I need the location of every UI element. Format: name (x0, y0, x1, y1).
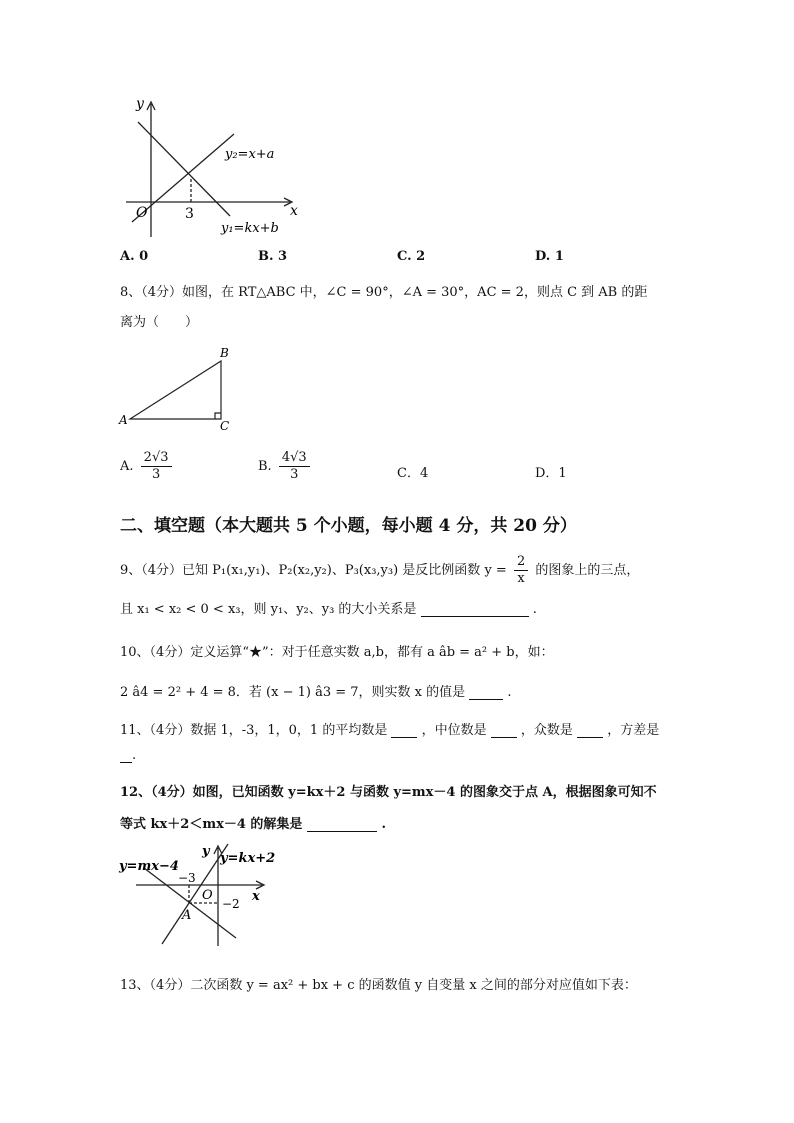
q11-mode-blank[interactable] (577, 722, 603, 738)
q9-line2-end: . (532, 602, 537, 617)
q12-line2 (120, 813, 386, 832)
q7-line1-label: y₁=kx+b (221, 221, 279, 236)
q12-y-label: y (202, 844, 210, 859)
q8-label-c: C (220, 419, 230, 433)
q8-option-a-num: 2√3 (141, 450, 172, 467)
q11-text-c: ，众数是 (520, 723, 573, 738)
q12-line-m-label: y=mx−4 (119, 859, 179, 874)
q8-option-a-den: 3 (151, 467, 161, 482)
q9-answer-blank[interactable] (421, 601, 529, 617)
q10-line2 (120, 681, 512, 700)
q8-option-a[interactable] (120, 450, 175, 483)
q9-line1-start: 9、（4分）已知 P₁(x₁,y₁)、P₂(x₂,y₂)、P₃(x₃,y₃) 是反比例函数 y = (120, 563, 507, 578)
q12-line-k-label: y=kx+2 (220, 851, 276, 866)
q8-label-b: B (220, 346, 229, 360)
q7-option-d[interactable]: D. 1 (535, 249, 564, 264)
q12-line1: 12、（4分）如图，已知函数 y=kx＋2 与函数 y=mx－4 的图象交于点 A，根据图象可知不 (120, 785, 657, 800)
q7-y-label: y (136, 96, 144, 112)
q11-text-b: ，中位数是 (421, 723, 487, 738)
q7-option-a[interactable]: A. 0 (120, 249, 149, 264)
q9-line2-start: 且 x₁ < x₂ < 0 < x₃，则 y₁、y₂、y₃ 的大小关系是 (120, 602, 417, 617)
q9-fraction-den: x (517, 571, 525, 586)
q12-tick-x-label: −3 (178, 871, 196, 885)
q8-option-b-prefix: B. (258, 459, 272, 474)
q9-line2 (120, 598, 537, 617)
q8-text-line1: 8、（4分）如图，在 RT△ABC 中，∠C = 90°，∠A = 30°，AC = 2，则点 C 到 AB 的距 (120, 285, 648, 300)
q8-option-b[interactable] (258, 450, 313, 483)
q12-graph (116, 842, 276, 952)
q12-x-label: x (252, 889, 260, 904)
q7-graph (118, 92, 318, 242)
q7-option-c[interactable]: C. 2 (397, 249, 426, 264)
q7-line2-label: y₂=x+a (225, 147, 275, 162)
q8-option-a-prefix: A. (120, 459, 134, 474)
section-2-heading: 二、填空题（本大题共 5 个小题，每小题 4 分，共 20 分） (120, 516, 577, 536)
q8-option-d[interactable]: D．1 (535, 466, 567, 481)
q8-option-b-den: 3 (290, 467, 299, 482)
q9-fraction-num: 2 (514, 554, 528, 571)
q10-line2-end: . (507, 685, 512, 700)
q13-line1: 13、（4分）二次函数 y = ax² + bx + c 的函数值 y 自变量 x 之间的部分对应值如下表： (120, 978, 637, 993)
q11-median-blank[interactable] (491, 722, 517, 738)
q8-option-a-fraction (141, 450, 172, 483)
q7-option-b[interactable]: B. 3 (258, 249, 288, 264)
q12-point-a-label: A (182, 908, 192, 923)
q12-answer-blank[interactable] (307, 816, 377, 832)
q7-origin-label: O (136, 205, 148, 221)
q10-answer-blank[interactable] (469, 684, 503, 700)
q12-line2-end: . (381, 817, 387, 832)
q8-triangle-figure (116, 342, 246, 434)
q11-line1 (120, 719, 659, 738)
q12-origin-label: O (202, 888, 213, 903)
q10-line1: 10、（4分）定义运算“★”：对于任意实数 a,b，都有 a âb = a² + b，如： (120, 645, 554, 660)
q8-option-c[interactable]: C．4 (397, 466, 429, 481)
q8-label-a: A (119, 413, 128, 427)
q11-line2-end: . (132, 748, 137, 763)
q8-text-line2: 离为（ ） (120, 315, 199, 330)
q10-line2-start: 2 â4 = 2² + 4 = 8．若 (x − 1) â3 = 7，则实数 x 的值是 (120, 685, 466, 700)
q9-line1 (120, 554, 639, 587)
q8-option-b-num: 4√3 (279, 450, 310, 467)
q7-tick-label: 3 (185, 206, 194, 222)
q9-line1-end: 的图象上的三点， (535, 563, 640, 578)
q12-line2-start: 等式 kx＋2＜mx－4 的解集是 (120, 817, 303, 832)
q11-line2 (120, 747, 136, 763)
q7-x-label: x (290, 203, 298, 219)
q11-text-d: ，方差是 (607, 723, 660, 738)
q8-triangle (130, 361, 221, 419)
q8-option-b-fraction (279, 450, 310, 483)
q11-mean-blank[interactable] (391, 722, 417, 738)
q11-text-a: 11、（4分）数据 1，-3，1，0，1 的平均数是 (120, 723, 388, 738)
q11-variance-blank[interactable] (120, 747, 132, 763)
q9-fraction (514, 554, 528, 587)
q12-tick-y-label: −2 (222, 897, 240, 911)
